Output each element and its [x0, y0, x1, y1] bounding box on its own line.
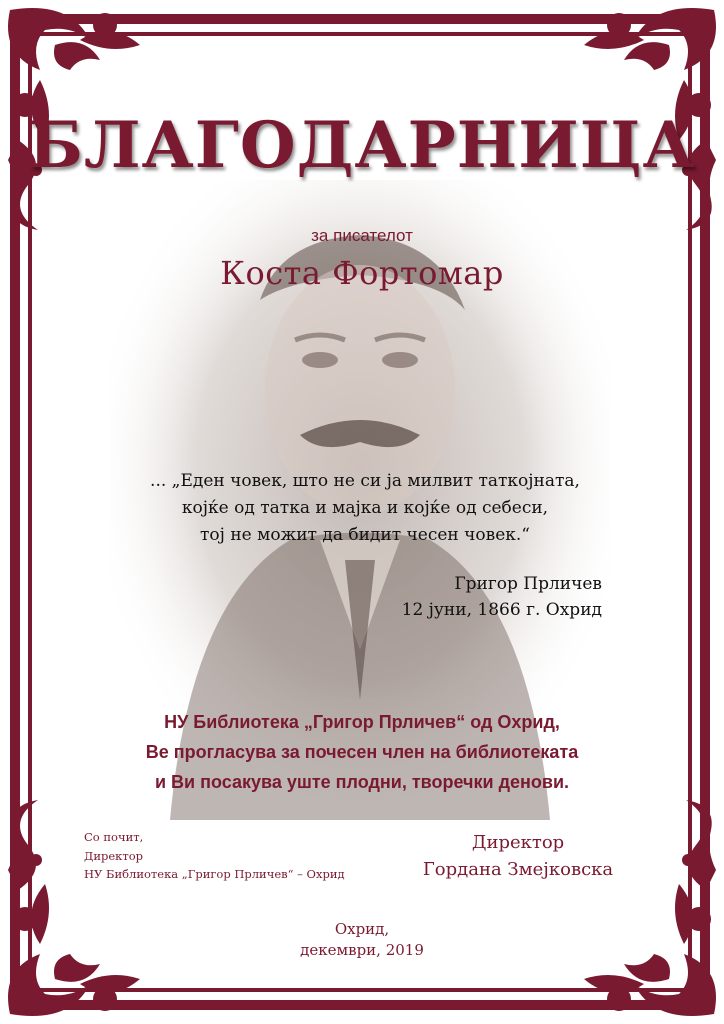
side-ornament-icon [676, 800, 716, 890]
declaration-line: и Ви посакува уште плодни, творечки денови. [154, 772, 570, 792]
declaration-line: Ве прогласува за почесен член на библиотеката [145, 742, 579, 762]
declaration-line: НУ Библиотека „Григор Прличев“ од Охрид, [164, 712, 560, 732]
quote-author: Григор Прличев [454, 574, 602, 594]
issue-place: Охрид, [334, 920, 390, 938]
quote-date: 12 јуни, 1866 г. Охрид [401, 600, 602, 620]
recipient-caption: за писателот [311, 226, 413, 245]
signer-institution: НУ Библиотека „Григор Прличев“ – Охрид [84, 867, 345, 881]
regards-text: Со почит, [84, 830, 144, 844]
quote-line: којќе од татка и мајка и којќе од себеси, [181, 498, 549, 518]
quote-block [130, 468, 600, 549]
recipient-name: Коста Фортомар [220, 254, 504, 292]
issue-date: декември, 2019 [300, 941, 424, 959]
director-name: Гордана Змејковска [422, 859, 614, 880]
director-title: Директор [471, 832, 565, 853]
certificate-title: БЛАГОДАРНИЦА [28, 108, 696, 183]
signer-role: Директор [84, 849, 144, 863]
side-ornament-icon [8, 800, 48, 890]
quote-line: тој не можит да бидит чесен човек.“ [200, 525, 530, 545]
quote-line: ... „Еден човек, што не си ја милвит таткојната, [150, 471, 580, 491]
